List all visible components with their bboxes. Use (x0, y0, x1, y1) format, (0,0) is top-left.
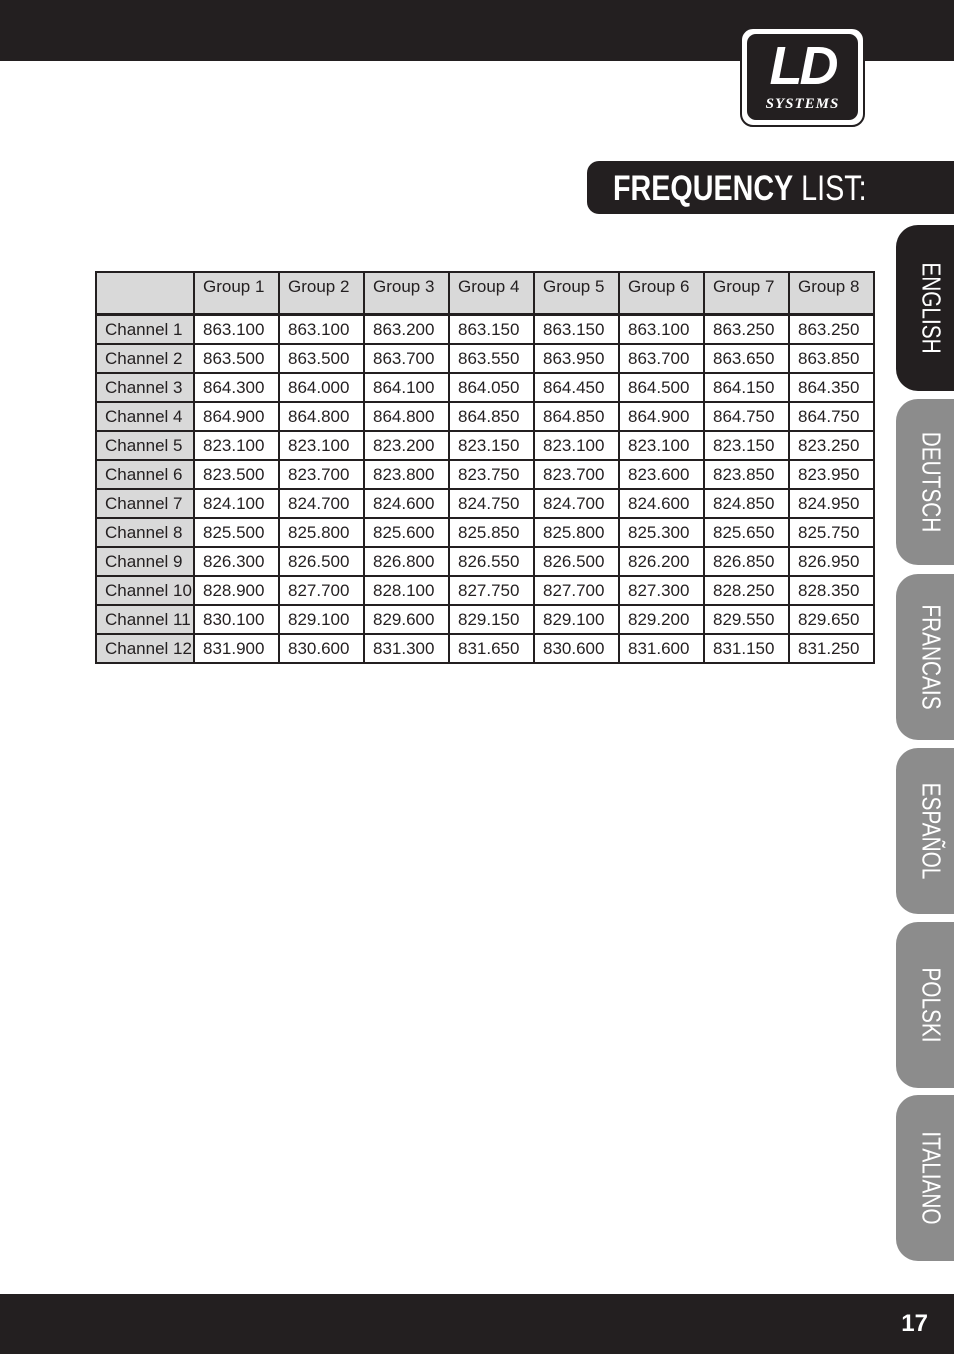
table-row (96, 344, 874, 373)
tab-label (916, 958, 947, 1052)
frequency-cell: 864.000 (279, 373, 364, 402)
logo-main-text: LD (769, 36, 836, 96)
frequency-cell: 864.350 (789, 373, 874, 402)
table-row (96, 547, 874, 576)
frequency-cell: 827.700 (534, 576, 619, 605)
column-header-group-1: Group 1 (194, 272, 279, 315)
column-header-group-7: Group 7 (704, 272, 789, 315)
frequency-cell: 863.100 (619, 315, 704, 345)
frequency-cell: 831.600 (619, 634, 704, 663)
column-header-group-6: Group 6 (619, 272, 704, 315)
bottom-bar (0, 1294, 954, 1354)
frequency-cell: 827.300 (619, 576, 704, 605)
frequency-cell: 864.800 (364, 402, 449, 431)
table-row (96, 373, 874, 402)
frequency-cell: 864.750 (704, 402, 789, 431)
frequency-cell: 830.100 (194, 605, 279, 634)
frequency-cell: 864.050 (449, 373, 534, 402)
frequency-cell: 825.500 (194, 518, 279, 547)
frequency-cell: 823.150 (704, 431, 789, 460)
frequency-cell: 823.500 (194, 460, 279, 489)
frequency-cell: 826.950 (789, 547, 874, 576)
channel-label: Channel 5 (96, 431, 194, 460)
tab-label (916, 591, 947, 722)
channel-label: Channel 1 (96, 315, 194, 345)
channel-label: Channel 3 (96, 373, 194, 402)
frequency-cell: 864.900 (194, 402, 279, 431)
frequency-cell: 864.900 (619, 402, 704, 431)
frequency-cell: 824.100 (194, 489, 279, 518)
channel-label: Channel 7 (96, 489, 194, 518)
table-header-row (96, 272, 874, 315)
frequency-cell: 863.250 (704, 315, 789, 345)
channel-label: Channel 10 (96, 576, 194, 605)
table-row (96, 460, 874, 489)
table-row (96, 431, 874, 460)
frequency-cell: 824.600 (364, 489, 449, 518)
frequency-cell: 863.850 (789, 344, 874, 373)
channel-label: Channel 11 (96, 605, 194, 634)
channel-label: Channel 9 (96, 547, 194, 576)
frequency-cell: 828.100 (364, 576, 449, 605)
column-header-group-3: Group 3 (364, 272, 449, 315)
frequency-cell: 831.150 (704, 634, 789, 663)
frequency-cell: 824.850 (704, 489, 789, 518)
frequency-cell: 828.900 (194, 576, 279, 605)
table-row (96, 634, 874, 663)
frequency-cell: 825.600 (364, 518, 449, 547)
table-row (96, 489, 874, 518)
frequency-cell: 829.650 (789, 605, 874, 634)
frequency-cell: 824.700 (534, 489, 619, 518)
frequency-cell: 864.800 (279, 402, 364, 431)
channel-label: Channel 4 (96, 402, 194, 431)
column-header-group-5: Group 5 (534, 272, 619, 315)
frequency-cell: 828.350 (789, 576, 874, 605)
column-header-group-4: Group 4 (449, 272, 534, 315)
frequency-cell: 830.600 (279, 634, 364, 663)
frequency-cell: 829.100 (534, 605, 619, 634)
channel-label: Channel 12 (96, 634, 194, 663)
logo-sub-text: SYSTEMS (765, 96, 840, 112)
frequency-table (95, 271, 875, 664)
frequency-cell: 864.500 (619, 373, 704, 402)
frequency-cell: 825.850 (449, 518, 534, 547)
frequency-cell: 864.300 (194, 373, 279, 402)
tab-deutsch[interactable] (896, 399, 954, 565)
tab-polski[interactable] (896, 922, 954, 1088)
frequency-cell: 863.950 (534, 344, 619, 373)
logo-badge (747, 34, 858, 120)
frequency-cell: 863.150 (449, 315, 534, 345)
frequency-cell: 823.600 (619, 460, 704, 489)
frequency-cell: 831.250 (789, 634, 874, 663)
tab-francais[interactable] (896, 574, 954, 740)
tab-label (916, 419, 947, 545)
frequency-cell: 823.100 (279, 431, 364, 460)
frequency-cell: 831.900 (194, 634, 279, 663)
frequency-cell: 829.100 (279, 605, 364, 634)
frequency-cell: 829.150 (449, 605, 534, 634)
frequency-cell: 827.700 (279, 576, 364, 605)
frequency-cell: 829.600 (364, 605, 449, 634)
frequency-cell: 863.550 (449, 344, 534, 373)
frequency-cell: 823.100 (619, 431, 704, 460)
table-row (96, 518, 874, 547)
page-number: 17 (901, 1310, 928, 1337)
frequency-cell: 863.100 (279, 315, 364, 345)
tab-label-text: FRANCAIS (916, 604, 947, 710)
tab-label (916, 771, 947, 892)
frequency-cell: 826.500 (279, 547, 364, 576)
channel-label: Channel 2 (96, 344, 194, 373)
frequency-cell: 823.150 (449, 431, 534, 460)
frequency-cell: 828.250 (704, 576, 789, 605)
channel-label: Channel 8 (96, 518, 194, 547)
tab-italiano[interactable] (896, 1095, 954, 1261)
table-row (96, 605, 874, 634)
frequency-cell: 863.500 (194, 344, 279, 373)
title-bar (587, 161, 954, 214)
frequency-cell: 825.800 (279, 518, 364, 547)
frequency-cell: 823.700 (279, 460, 364, 489)
corner-cell (96, 272, 194, 315)
frequency-cell: 823.100 (194, 431, 279, 460)
frequency-cell: 864.150 (704, 373, 789, 402)
tab-label (916, 251, 947, 365)
channel-label: Channel 6 (96, 460, 194, 489)
frequency-cell: 824.750 (449, 489, 534, 518)
title-light: LIST: (801, 169, 867, 208)
tab-label (916, 1120, 947, 1237)
frequency-cell: 826.500 (534, 547, 619, 576)
frequency-cell: 830.600 (534, 634, 619, 663)
tab-label-text: ESPAÑOL (916, 782, 947, 880)
column-header-group-8: Group 8 (789, 272, 874, 315)
ld-systems-logo (740, 27, 865, 127)
frequency-cell: 864.850 (449, 402, 534, 431)
frequency-cell: 829.200 (619, 605, 704, 634)
frequency-cell: 863.100 (194, 315, 279, 345)
frequency-cell: 824.600 (619, 489, 704, 518)
frequency-cell: 863.250 (789, 315, 874, 345)
table-row (96, 315, 874, 345)
frequency-cell: 826.300 (194, 547, 279, 576)
frequency-cell: 863.650 (704, 344, 789, 373)
frequency-cell: 826.800 (364, 547, 449, 576)
frequency-cell: 826.200 (619, 547, 704, 576)
table-row (96, 402, 874, 431)
page-title (613, 169, 867, 209)
frequency-cell: 824.950 (789, 489, 874, 518)
frequency-cell: 823.700 (534, 460, 619, 489)
frequency-cell: 863.150 (534, 315, 619, 345)
frequency-cell: 829.550 (704, 605, 789, 634)
frequency-cell: 827.750 (449, 576, 534, 605)
frequency-cell: 863.200 (364, 315, 449, 345)
frequency-cell: 825.650 (704, 518, 789, 547)
frequency-cell: 825.300 (619, 518, 704, 547)
frequency-cell: 824.700 (279, 489, 364, 518)
frequency-cell: 864.100 (364, 373, 449, 402)
tab-label-text: ITALIANO (916, 1131, 947, 1225)
title-bold: FREQUENCY (613, 169, 794, 208)
frequency-cell: 823.100 (534, 431, 619, 460)
frequency-cell: 823.750 (449, 460, 534, 489)
tab-label-text: ENGLISH (916, 262, 947, 354)
frequency-cell: 823.850 (704, 460, 789, 489)
frequency-cell: 864.450 (534, 373, 619, 402)
table-row (96, 576, 874, 605)
tab-label-text: DEUTSCH (916, 431, 947, 533)
frequency-cell: 826.550 (449, 547, 534, 576)
frequency-cell: 826.850 (704, 547, 789, 576)
frequency-cell: 863.500 (279, 344, 364, 373)
frequency-cell: 823.800 (364, 460, 449, 489)
frequency-cell: 825.800 (534, 518, 619, 547)
frequency-cell: 864.850 (534, 402, 619, 431)
frequency-cell: 823.250 (789, 431, 874, 460)
frequency-cell: 831.650 (449, 634, 534, 663)
frequency-cell: 823.950 (789, 460, 874, 489)
frequency-cell: 863.700 (364, 344, 449, 373)
table-body (96, 315, 874, 664)
frequency-cell: 825.750 (789, 518, 874, 547)
frequency-cell: 863.700 (619, 344, 704, 373)
tab-espaol[interactable] (896, 748, 954, 914)
tab-english[interactable] (896, 225, 954, 391)
frequency-cell: 823.200 (364, 431, 449, 460)
frequency-cell: 864.750 (789, 402, 874, 431)
column-header-group-2: Group 2 (279, 272, 364, 315)
tab-label-text: POLSKI (916, 967, 947, 1043)
frequency-cell: 831.300 (364, 634, 449, 663)
